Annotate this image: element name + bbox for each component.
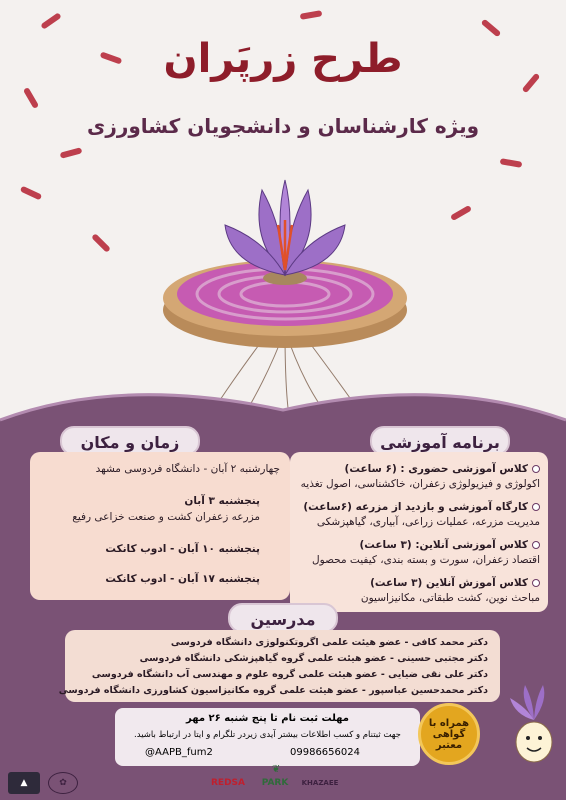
teacher-item: دکتر مجتبی حسینی - عضو هیئت علمی گروه گیاهپزشکی دانشگاه فردوسی — [139, 653, 488, 664]
mascot-illustration — [505, 680, 563, 770]
certificate-badge — [418, 703, 480, 765]
redsa-logo: REDSA — [211, 778, 245, 788]
program-box — [290, 452, 548, 612]
bullet-icon — [532, 541, 540, 549]
program-item-title: کارگاه آموزشی و بازدید از مزرعه (۶ساعت) — [282, 500, 540, 514]
program-item-desc: مدیریت مزرعه، عملیات زراعی، آبیاری، گیاهپزشکی — [316, 516, 540, 528]
phone-number[interactable]: 09986656024 — [290, 747, 360, 758]
teacher-item: دکتر محمد کافی - عضو هیئت علمی اگروتکنولوژی دانشگاه فردوسی — [170, 637, 488, 648]
schedule-item: پنجشنبه ۱۰ آبان - ادوب کانکت — [105, 543, 260, 555]
schedule-item: مزرعه زعفران کشت و صنعت خزاعی رفیع — [72, 511, 260, 523]
bullet-icon — [532, 465, 540, 473]
emblem-logo: ✿ — [48, 772, 78, 794]
program-item-desc: اکولوژی و فیزیولوژی زعفران، خاکشناسی، اصول تغذیه — [300, 478, 540, 490]
park-leaf-icon: ❦ — [271, 763, 281, 775]
schedule-item: پنجشنبه ۱۷ آبان - ادوب کانکت — [105, 573, 260, 585]
program-item-title: کلاس آموزش آنلاین (۳ ساعت) — [282, 576, 540, 590]
registration-info: جهت ثبتنام و کسب اطلاعات بیشتر آیدی زیردر تلگرام و ایتا در ارتباط باشید. — [134, 730, 401, 740]
bullet-icon — [532, 579, 540, 587]
page-subtitle: ویژه کارشناسان و دانشجویان کشاورزی — [86, 114, 480, 138]
khazaee-logo: KHAZAEE — [301, 779, 339, 787]
teacher-item: دکتر محمدحسین عباسپور - عضو هیئت علمی گروه مکانیزاسیون کشاورزی دانشگاه فردوسی — [58, 685, 488, 696]
schedule-item: چهارشنبه ۲ آبان - دانشگاه فردوسی مشهد — [95, 463, 280, 475]
program-heading: برنامه آموزشی — [370, 426, 510, 456]
page-title: طرح زرپَران — [163, 36, 403, 82]
program-item-title: کلاس آموزشی حضوری : (۶ ساعت) — [282, 462, 540, 476]
university-logo: ▲ — [8, 772, 40, 794]
schedule-box — [30, 452, 290, 600]
badge-line: همراه با — [428, 717, 470, 729]
telegram-handle[interactable]: @AAPB_fum2 — [145, 747, 213, 758]
registration-deadline: مهلت ثبت نام تا پنج شنبه ۲۶ مهر — [186, 713, 349, 724]
schedule-heading: زمان و مکان — [60, 426, 200, 456]
program-item-desc: اقتصاد زعفران، سورت و بسته بندی، کیفیت محصول — [312, 554, 540, 566]
registration-box — [115, 708, 420, 766]
teachers-box — [58, 630, 500, 702]
badge-line: گواهی معتبر — [432, 728, 466, 751]
saffron-hero-illustration — [150, 170, 420, 410]
teacher-item: دکتر علی نقی ضیایی - عضو هیئت علمی گروه علوم و مهندسی آب دانشگاه فردوسی — [91, 669, 488, 680]
program-item-desc: مباحث نوین، کشت طبقاتی، مکانیزاسیون — [360, 592, 540, 604]
park-logo: PARK — [261, 778, 289, 788]
bullet-icon — [532, 503, 540, 511]
teachers-heading: مدرسین — [228, 603, 338, 633]
schedule-item: پنجشنبه ۳ آبان — [184, 495, 260, 507]
program-item-title: کلاس آموزشی آنلاین: (۳ ساعت) — [282, 538, 540, 552]
